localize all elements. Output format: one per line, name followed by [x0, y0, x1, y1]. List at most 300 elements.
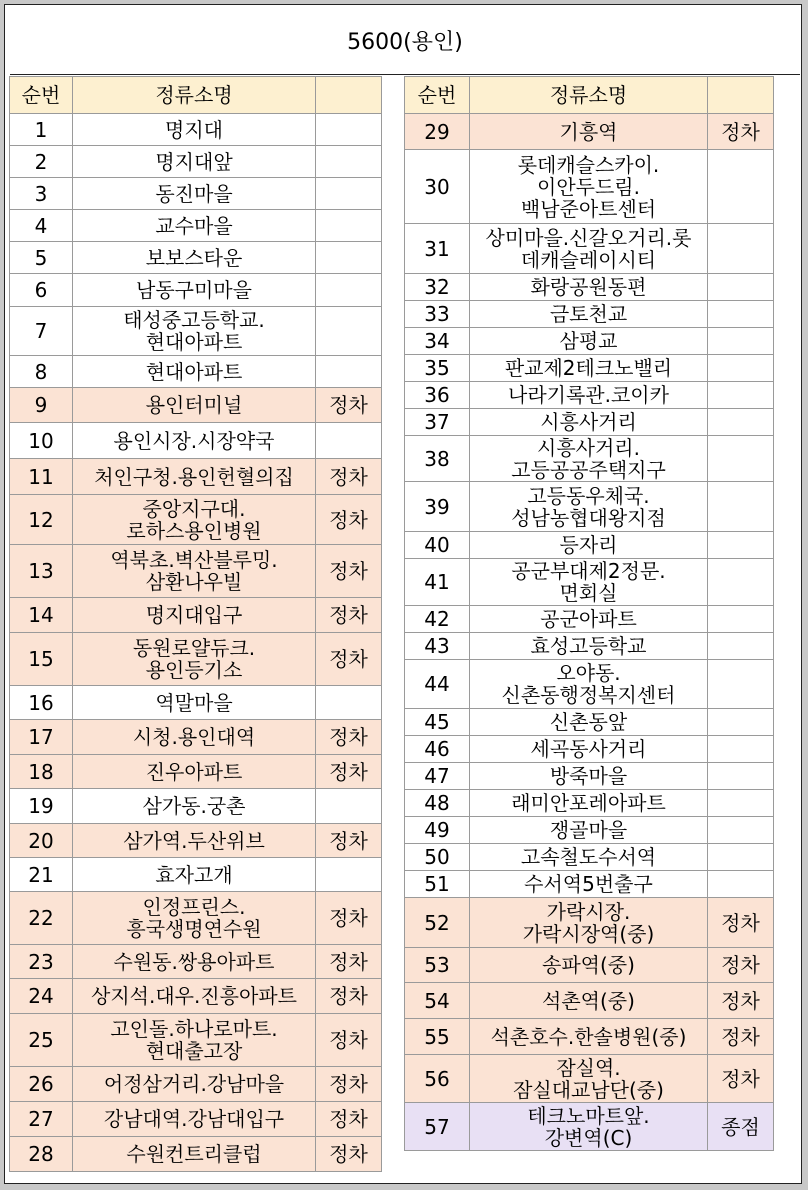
stop-name-line: 동원로얄듀크.	[132, 636, 256, 660]
stop-number: 21	[10, 858, 73, 892]
stop-note	[708, 817, 774, 844]
stop-note	[316, 686, 382, 720]
stop-name	[73, 858, 316, 892]
stop-name	[73, 598, 316, 633]
stop-name	[470, 355, 708, 382]
table-row	[10, 892, 382, 945]
table-row	[10, 459, 382, 495]
stop-name	[73, 388, 316, 423]
stop-name-line: 성남농협대왕지점	[511, 505, 666, 530]
stop-note	[708, 355, 774, 382]
stop-number: 51	[405, 871, 470, 898]
stop-note	[708, 763, 774, 790]
table-row	[405, 1103, 774, 1151]
stop-note: 정차	[316, 755, 382, 789]
table-row	[405, 736, 774, 763]
stop-name	[470, 871, 708, 898]
stop-note	[708, 224, 774, 274]
stop-table-left	[9, 76, 382, 1172]
table-row	[405, 660, 774, 709]
stop-number: 44	[405, 660, 470, 709]
stop-name	[73, 178, 316, 210]
stop-note: 정차	[708, 1055, 774, 1103]
stop-number: 23	[10, 945, 73, 979]
stop-name-line: 용인등기소	[145, 658, 243, 682]
stop-name-line: 삼환나우빌	[145, 570, 243, 594]
stop-name-line: 수원컨트리클럽	[126, 1142, 262, 1166]
stop-name-line: 쟁골마을	[549, 818, 628, 842]
stop-number: 17	[10, 720, 73, 755]
table-row	[405, 606, 774, 633]
stop-number: 50	[405, 844, 470, 871]
stop-number: 47	[405, 763, 470, 790]
stop-name	[73, 720, 316, 755]
stop-name-line: 래미안포레아파트	[511, 791, 666, 815]
stop-name-line: 테크노마트앞.	[527, 1103, 650, 1128]
stop-name-line: 고등동우체국.	[527, 483, 650, 508]
stop-name	[470, 409, 708, 436]
stop-name-line: 현대아파트	[145, 330, 243, 354]
stop-number: 9	[10, 388, 73, 423]
stop-name-line: 인정프린스.	[142, 895, 246, 919]
stop-number: 8	[10, 356, 73, 388]
stop-name-line: 용인터미널	[145, 393, 243, 417]
stop-number: 56	[405, 1055, 470, 1103]
stop-name-line: 나라기록관.코이카	[508, 383, 669, 407]
stop-name-line: 중앙지구대.	[142, 496, 246, 521]
table-row	[405, 274, 774, 301]
stop-name-line: 가락시장.	[546, 899, 631, 924]
stop-name-line: 처인구청.용인헌혈의집	[94, 464, 294, 489]
table-row	[10, 307, 382, 356]
stop-name	[470, 606, 708, 633]
stop-name-line: 화랑공원동편	[530, 275, 647, 299]
stop-name-line: 명지대앞	[155, 149, 233, 174]
stop-name-line: 면회실	[559, 581, 618, 605]
header-name: 정류소명	[73, 77, 316, 114]
stop-name	[470, 301, 708, 328]
table-row	[405, 763, 774, 790]
table-row	[405, 898, 774, 948]
stop-name-line: 방죽마을	[549, 764, 628, 788]
stop-name	[470, 436, 708, 482]
stop-name-line: 역북초.벽산블루밍.	[110, 548, 278, 572]
table-row	[405, 328, 774, 355]
stop-name	[470, 382, 708, 409]
table-row	[405, 224, 774, 274]
stop-name	[73, 979, 316, 1014]
table-row	[405, 948, 774, 983]
stop-number: 42	[405, 606, 470, 633]
table-row	[405, 355, 774, 382]
stop-name	[73, 423, 316, 459]
stop-name	[470, 482, 708, 532]
stop-number: 15	[10, 633, 73, 686]
stop-name	[470, 114, 708, 150]
stop-number: 22	[10, 892, 73, 945]
table-row	[405, 482, 774, 532]
stop-number: 14	[10, 598, 73, 633]
stop-number: 57	[405, 1103, 470, 1151]
table-row	[10, 720, 382, 755]
stop-note: 정차	[316, 979, 382, 1014]
stop-note	[316, 789, 382, 824]
table-row	[405, 983, 774, 1019]
stop-note	[708, 532, 774, 559]
stop-number: 36	[405, 382, 470, 409]
stop-name	[470, 274, 708, 301]
stop-name	[73, 755, 316, 789]
stop-name-line: 보보스타운	[145, 245, 243, 270]
table-row	[405, 301, 774, 328]
stop-note: 정차	[316, 1067, 382, 1102]
stop-name-line: 명지대입구	[145, 603, 243, 627]
stop-number: 30	[405, 150, 470, 224]
stop-name-line: 이안두드림.	[537, 174, 640, 199]
stop-name	[470, 1019, 708, 1055]
stop-name-line: 공군부대제2정문.	[511, 559, 666, 583]
stop-note	[708, 660, 774, 709]
stop-number: 2	[10, 146, 73, 178]
stop-name	[470, 983, 708, 1019]
stop-note: 정차	[316, 545, 382, 598]
stop-name-line: 남동구미마을	[136, 278, 252, 302]
stop-name-line: 송파역(중)	[542, 953, 635, 977]
stop-name	[470, 844, 708, 871]
stop-number: 11	[10, 459, 73, 495]
stop-name	[73, 1067, 316, 1102]
stop-note	[316, 114, 382, 146]
stop-name-line: 고인돌.하나로마트.	[110, 1017, 278, 1041]
stop-name-line: 상지석.대우.진흥아파트	[91, 984, 297, 1008]
stop-name	[73, 545, 316, 598]
stop-name-line: 흥국생명연수원	[126, 917, 262, 941]
stop-name	[73, 114, 316, 146]
stop-name-line: 기흥역	[559, 119, 618, 144]
table-row	[10, 1067, 382, 1102]
stop-name-line: 강남대역.강남대입구	[103, 1107, 285, 1131]
stop-name-line: 신촌동앞	[549, 710, 628, 734]
stop-name	[73, 356, 316, 388]
stop-note: 정차	[316, 1137, 382, 1172]
stop-note: 정차	[316, 495, 382, 545]
table-row	[10, 356, 382, 388]
table-row	[10, 789, 382, 824]
stop-number: 33	[405, 301, 470, 328]
stop-name-line: 고속철도수서역	[520, 845, 657, 869]
table-row	[10, 495, 382, 545]
stop-note	[708, 559, 774, 606]
stop-number: 4	[10, 210, 73, 242]
stop-number: 43	[405, 633, 470, 660]
stop-note	[316, 242, 382, 274]
stop-name-line: 용인시장.시장약국	[113, 428, 275, 453]
table-row	[10, 1014, 382, 1067]
stop-note: 정차	[316, 459, 382, 495]
stop-name	[470, 898, 708, 948]
table-row	[10, 146, 382, 178]
stop-note	[708, 871, 774, 898]
stop-number: 40	[405, 532, 470, 559]
stop-note	[316, 307, 382, 356]
stop-note	[708, 633, 774, 660]
stop-name-line: 수원동.쌍용아파트	[113, 949, 275, 974]
table-row	[405, 1055, 774, 1103]
table-row	[10, 755, 382, 789]
stop-name	[470, 790, 708, 817]
table-row	[10, 858, 382, 892]
table-row	[405, 436, 774, 482]
table-row	[10, 388, 382, 423]
table-row	[10, 178, 382, 210]
table-row	[405, 871, 774, 898]
stop-note	[708, 709, 774, 736]
stop-number: 49	[405, 817, 470, 844]
table-row	[10, 1102, 382, 1137]
stop-number: 10	[10, 423, 73, 459]
stop-name	[470, 948, 708, 983]
stop-note: 정차	[316, 892, 382, 945]
stop-name	[470, 1103, 708, 1151]
stop-name-line: 어정삼거리.강남마을	[103, 1072, 285, 1096]
table-row	[10, 114, 382, 146]
stop-note: 정차	[708, 983, 774, 1019]
stop-name-line: 공군아파트	[540, 607, 637, 631]
table-row	[405, 559, 774, 606]
table-row	[10, 598, 382, 633]
stop-name	[470, 709, 708, 736]
table-row	[405, 844, 774, 871]
stop-number: 26	[10, 1067, 73, 1102]
stop-number: 13	[10, 545, 73, 598]
stop-name	[73, 945, 316, 979]
stop-note	[316, 146, 382, 178]
stop-number: 1	[10, 114, 73, 146]
stop-name	[73, 633, 316, 686]
table-row	[10, 979, 382, 1014]
stop-name	[73, 1102, 316, 1137]
stop-number: 55	[405, 1019, 470, 1055]
stop-number: 7	[10, 307, 73, 356]
stop-name-line: 잠실대교남단(중)	[513, 1077, 664, 1102]
stop-note: 정차	[708, 114, 774, 150]
table-row	[10, 824, 382, 858]
stop-name-line: 수서역5번출구	[524, 872, 653, 896]
stop-name-line: 금토천교	[549, 302, 628, 326]
stop-name-line: 로하스용인병원	[126, 518, 262, 543]
stop-name-line: 세곡동사거리	[530, 737, 647, 761]
stop-name-line: 삼가역.두산위브	[123, 828, 265, 853]
stop-number: 41	[405, 559, 470, 606]
table-row	[10, 274, 382, 307]
stop-note	[708, 606, 774, 633]
stop-name-line: 시청.용인대역	[132, 725, 256, 749]
stop-number: 12	[10, 495, 73, 545]
table-row	[10, 633, 382, 686]
stop-note	[316, 274, 382, 307]
stop-note: 정차	[708, 948, 774, 983]
header-name: 정류소명	[470, 77, 708, 114]
table-row	[405, 114, 774, 150]
stop-name-line: 판교제2테크노밸리	[504, 356, 673, 380]
header-no: 순번	[405, 77, 470, 114]
stop-number: 52	[405, 898, 470, 948]
stop-name-line: 신촌동행정복지센터	[501, 683, 676, 707]
stop-note: 정차	[316, 633, 382, 686]
stop-name-line: 가락시장역(중)	[522, 921, 655, 946]
stop-number: 27	[10, 1102, 73, 1137]
stop-name	[73, 242, 316, 274]
route-title	[10, 6, 800, 75]
stop-name-line: 롯데캐슬스카이.	[517, 152, 660, 177]
stop-note: 정차	[316, 720, 382, 755]
stop-note: 정차	[316, 1014, 382, 1067]
stop-name-line: 백남준아트센터	[520, 196, 657, 221]
stop-number: 53	[405, 948, 470, 983]
table-row	[10, 423, 382, 459]
stop-note	[708, 274, 774, 301]
stop-note	[708, 301, 774, 328]
stop-name-line: 등자리	[559, 533, 618, 557]
stop-name-line: 명지대	[165, 117, 223, 142]
table-row	[10, 686, 382, 720]
stop-name-line: 효자고개	[155, 862, 233, 887]
stop-name	[73, 459, 316, 495]
stop-number: 5	[10, 242, 73, 274]
stop-name-line: 시흥사거리.	[537, 435, 640, 460]
stop-note: 정차	[316, 598, 382, 633]
stop-name	[73, 307, 316, 356]
stop-note: 정차	[316, 945, 382, 979]
stop-name-line: 진우아파트	[145, 759, 243, 784]
stop-note: 종점	[708, 1103, 774, 1151]
stop-note	[708, 482, 774, 532]
stop-note	[708, 382, 774, 409]
table-row	[405, 382, 774, 409]
stop-name	[73, 824, 316, 858]
stop-name-line: 강변역(C)	[544, 1125, 633, 1150]
stop-name	[470, 150, 708, 224]
stop-name-line: 교수마을	[155, 213, 233, 238]
table-row	[405, 633, 774, 660]
stop-name	[470, 817, 708, 844]
stop-name-line: 태성중고등학교.	[123, 308, 265, 332]
stop-number: 46	[405, 736, 470, 763]
stop-number: 35	[405, 355, 470, 382]
stop-note: 정차	[316, 824, 382, 858]
stop-name	[73, 1137, 316, 1172]
stop-name-line: 현대출고장	[145, 1039, 243, 1063]
stop-name	[470, 736, 708, 763]
table-header-row	[10, 77, 382, 114]
stop-number: 3	[10, 178, 73, 210]
stop-name-line: 현대아파트	[145, 359, 243, 384]
stop-number: 18	[10, 755, 73, 789]
table-row	[405, 409, 774, 436]
table-row	[10, 945, 382, 979]
stop-name	[470, 328, 708, 355]
stop-note: 정차	[708, 1019, 774, 1055]
stop-number: 39	[405, 482, 470, 532]
stop-name	[470, 660, 708, 709]
stop-number: 20	[10, 824, 73, 858]
table-row	[405, 532, 774, 559]
stop-name	[73, 210, 316, 242]
stop-number: 31	[405, 224, 470, 274]
stop-table-right	[404, 76, 774, 1151]
stop-name	[73, 686, 316, 720]
table-row	[405, 150, 774, 224]
table-row	[10, 210, 382, 242]
stop-name-line: 효성고등학교	[530, 634, 647, 658]
stop-name-line: 시흥사거리	[540, 410, 637, 434]
table-row	[10, 1137, 382, 1172]
table-row	[405, 790, 774, 817]
header-note	[316, 77, 382, 114]
stop-note	[708, 328, 774, 355]
stop-name	[73, 274, 316, 307]
stop-name	[470, 633, 708, 660]
stop-number: 45	[405, 709, 470, 736]
stop-note: 정차	[316, 1102, 382, 1137]
stop-name	[470, 224, 708, 274]
stop-name	[73, 789, 316, 824]
stop-name-line: 역말마을	[155, 690, 233, 715]
stop-note	[708, 436, 774, 482]
stop-number: 32	[405, 274, 470, 301]
header-no: 순번	[10, 77, 73, 114]
stop-number: 48	[405, 790, 470, 817]
stop-note: 정차	[708, 898, 774, 948]
stop-name	[470, 532, 708, 559]
stop-number: 16	[10, 686, 73, 720]
stop-number: 6	[10, 274, 73, 307]
table-row	[405, 1019, 774, 1055]
header-note	[708, 77, 774, 114]
stop-name-line: 고등공공주택지구	[511, 457, 666, 482]
stop-name-line: 오야동.	[556, 661, 621, 685]
stop-name-line: 잠실역.	[556, 1055, 621, 1080]
stop-note	[316, 178, 382, 210]
stop-note	[708, 790, 774, 817]
stop-name-line: 석촌역(중)	[542, 988, 635, 1013]
stop-name-line: 삼평교	[559, 329, 618, 353]
stop-note	[316, 423, 382, 459]
stop-name	[73, 892, 316, 945]
stop-number: 34	[405, 328, 470, 355]
table-row	[10, 242, 382, 274]
route-title-text: 5600(용인)	[347, 29, 463, 55]
stop-name	[470, 1055, 708, 1103]
stop-name-line: 상미마을.신갈오거리.롯	[485, 225, 692, 250]
stop-note	[708, 736, 774, 763]
stop-note	[316, 210, 382, 242]
stop-number: 19	[10, 789, 73, 824]
stop-number: 29	[405, 114, 470, 150]
stop-name	[470, 559, 708, 606]
stop-name	[73, 1014, 316, 1067]
stop-number: 38	[405, 436, 470, 482]
stop-note	[708, 150, 774, 224]
stop-number: 54	[405, 983, 470, 1019]
stop-name	[73, 495, 316, 545]
table-row	[405, 817, 774, 844]
stop-note	[708, 844, 774, 871]
stop-number: 24	[10, 979, 73, 1014]
stop-name-line: 동진마을	[155, 181, 233, 206]
stop-note	[708, 409, 774, 436]
stop-number: 25	[10, 1014, 73, 1067]
